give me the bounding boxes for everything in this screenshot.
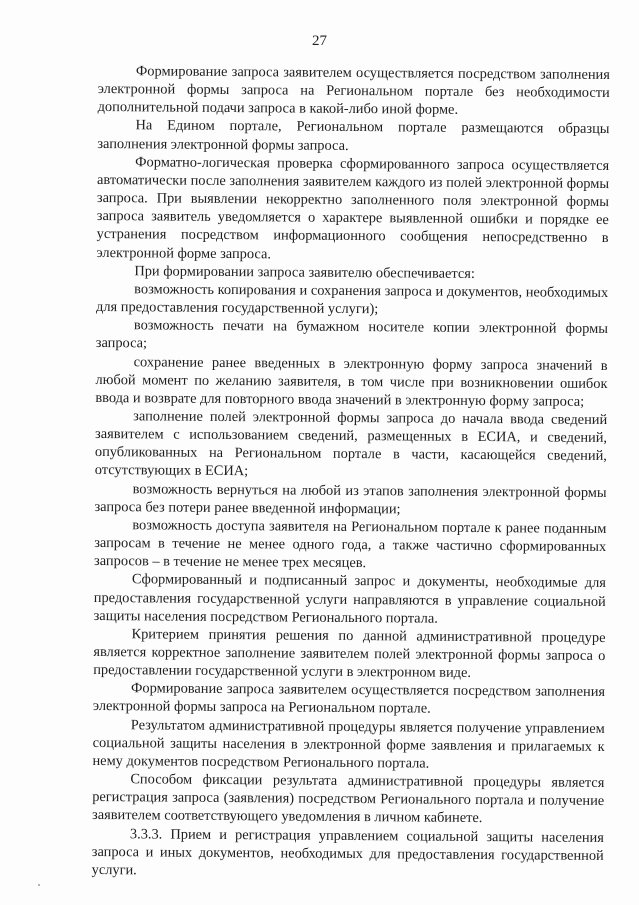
list-item-copy-save: возможность копирования и сохранения запроса и документов, необходимых для предоставления государственной услуги); (96, 281, 609, 318)
paragraph-submission: Сформированный и подписанный запрос и документы, необходимые для предоставления государственной услуги направляются в управление социальной защиты населения посредством Регионального портала. (93, 571, 606, 627)
body-text (92, 62, 610, 883)
list-item-keep-values: сохранение ранее введенных в электронную форму запроса значений в любой момент по желанию заявителя, в том числе при возникновении ошибок ввода и возврате для повторного ввода значений в электронную форму запроса; (95, 353, 608, 410)
list-item-access-history: возможность доступа заявителя на Региональном портале к ранее поданным запросам в течение не менее одного года, а также частично сформированных запросов – в течение не менее трех месяцев. (94, 517, 607, 572)
scan-speck (38, 884, 40, 886)
list-item-return-to-step: возможность вернуться на любой из этапов заполнения электронной формы запроса без потери ранее введенной информации; (94, 480, 607, 518)
paragraph-sample-forms: На Едином портале, Региональном портале размещаются образцы заполнения электронной формы запроса. (97, 117, 610, 154)
paragraph-result-recording: Способом фиксации результата административной процедуры является регистрация запроса (заявления) посредством Регионального портала и получение заявителем соответствующего уведомления в личном кабинете. (92, 771, 605, 827)
paragraph-format-check: Форматно-логическая проверка сформированного запроса осуществляется автоматически после заполнения заявителем каждого из полей электронной формы запроса. При выявлении некорректно заполненного поля электронной формы запроса заявитель уведомляется о характере выявленной ошибки и порядке ее устранения посредством информационного сообщения непосредственно в электронной форме запроса. (96, 154, 610, 262)
list-item-print: возможность печати на бумажном носителе копии электронной формы запроса; (95, 317, 608, 352)
paragraph-procedure-result: Результатом административной процедуры является получение управлением социальной защиты населения в электронной форме заявления и прилагаемых к нему документов посредством Регионального портала. (92, 716, 605, 772)
paragraph-decision-criterion: Критерием принятия решения по данной административной процедуре является корректное заполнение заявителем полей электронной формы запроса о предоставлении государственной услуги в электронном виде. (93, 626, 606, 682)
paragraph-provided-features-intro: При формировании запроса заявителю обеспечивается: (134, 263, 475, 282)
section-heading-3-3-3: 3.3.3. Прием и регистрация управлением социальной защиты населения запроса и иных документов, необходимых для предоставления государственной услуги. (91, 825, 604, 879)
list-item-prefill-esia: заполнение полей электронной формы запроса до начала ввода сведений заявителем с использованием сведений, размещенных в ЕСИА, и сведений, опубликованных на Региональном портале в части, касающейся сведений, отсутствующих в ЕСИА; (94, 408, 608, 480)
paragraph-request-formation: Формирование запроса заявителем осуществляется посредством заполнения электронной формы запроса на Региональном портале без необходимости дополнительной подачи запроса в какой-либо иной форме. (97, 63, 610, 119)
page-number: 27 (312, 33, 327, 49)
paragraph-request-formation-repeat: Формирование запроса заявителем осуществляется посредством заполнения электронной формы запроса на Региональном портале. (92, 680, 606, 718)
